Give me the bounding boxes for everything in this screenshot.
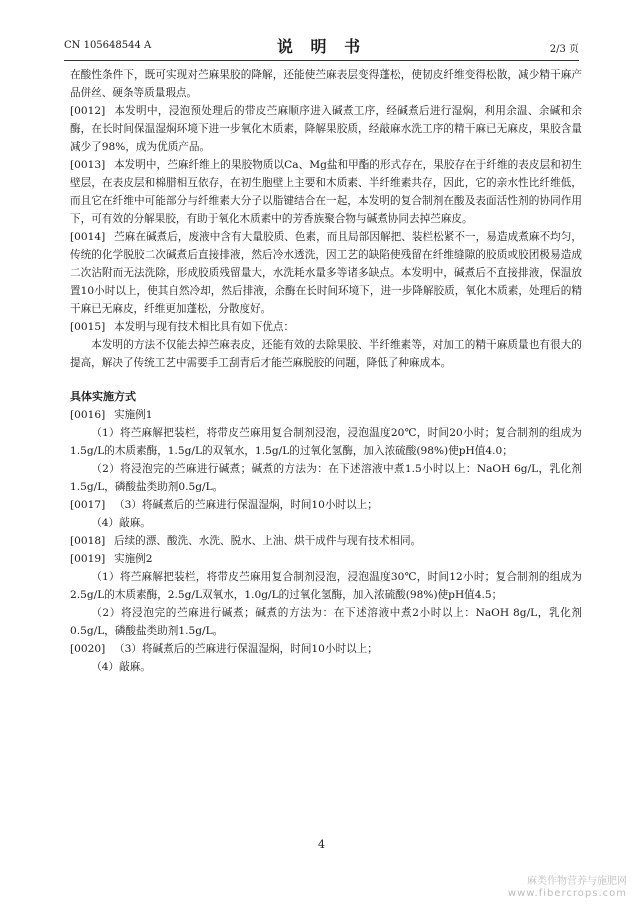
page-count: 2/3 页 — [549, 44, 579, 55]
document-body — [70, 66, 582, 676]
paragraph-text: 苎麻在碱煮后，废液中含有大量胶质、色素，而且局部因解把、装栏松紧不一，易造成煮麻不均匀，传统的化学脱胶二次碱煮后直接排液，然后冷水透洗，因工艺的缺陷使残留在纤维缝隙的胶质或胶团极易造成二次沾附而无法洗除，形成胶质残留量大，水洗耗水量多等诸多缺点。本发明中，碱煮后不直接排液，保温放置10小时以上，使其自然冷却，然后排液，余酶在长时间环境下，进一步降解胶质，氧化木质素，处理后的精干麻已无麻皮，纤维更加蓬松，分散度好。 — [70, 231, 582, 315]
paragraph-number: [0019] — [70, 553, 106, 565]
paragraph-0012 — [70, 102, 582, 156]
paragraph-continued — [70, 66, 582, 102]
paragraph-number: [0016] — [70, 409, 106, 421]
paragraph-text: 本发明与现有技术相比具有如下优点： — [114, 321, 295, 333]
header-divider — [64, 60, 579, 61]
watermark-url: www.fibercrops.com — [507, 888, 627, 899]
paragraph-number: [0014] — [70, 231, 106, 243]
paragraph-text: 本发明的方法不仅能去掉苎麻表皮，还能有效的去除果胶、半纤维素等，对加工的精干麻质量也有很大的提高，解决了传统工艺中需要手工刮青后才能苎麻脱胶的问题，降低了种麻成本。 — [70, 339, 582, 369]
paragraph-number: [0013] — [70, 159, 106, 171]
paragraph-advantages — [70, 336, 582, 372]
paragraph-0018 — [70, 532, 582, 550]
embodiment-step — [70, 424, 582, 460]
embodiment-step — [70, 604, 582, 640]
embodiment-step — [70, 514, 582, 532]
paragraph-text: 在酸性条件下，既可实现对苎麻果胶的降解，还能使苎麻表层变得蓬松，使韧皮纤维变得松散，减少精干麻产品併丝、硬条等质量瑕点。 — [70, 69, 582, 99]
paragraph-0016 — [70, 406, 582, 424]
section-heading: 具体实施方式 — [70, 390, 136, 403]
patent-number: CN 105648544 A — [64, 40, 152, 51]
paragraph-0013 — [70, 156, 582, 228]
paragraph-0015 — [70, 318, 582, 336]
paragraph-text: 后续的漂、酸洗、水洗、脱水、上油、烘干成件与现有技术相同。 — [114, 535, 422, 547]
document-title: 说 明 书 — [276, 37, 367, 56]
paragraph-text: （3）将碱煮后的苎麻进行保温湿焖，时间10小时以上； — [114, 643, 378, 655]
paragraph-text: （4）敲麻。 — [91, 517, 151, 529]
paragraph-text: （3）将碱煮后的苎麻进行保温湿焖，时间10小时以上； — [114, 499, 378, 511]
paragraph-number: [0017] — [70, 499, 106, 511]
paragraph-number: [0012] — [70, 105, 106, 117]
paragraph-0017 — [70, 496, 582, 514]
paragraph-0019 — [70, 550, 582, 568]
paragraph-text: （4）敲麻。 — [91, 661, 151, 673]
paragraph-text: 本发明中，苎麻纤维上的果胶物质以Ca、Mg盐和甲酯的形式存在，果胶存在于纤维的表皮层和初生壁层，在表皮层和棉腊相互依存，在初生胞壁上主要和木质素、半纤维素共存，因此，它的亲水性比纤维低，而且它在纤维中可能部分与纤维素大分子以脂键结合在一起，本发明的复合制剂在酸及表面活性剂的协同作用下，可有效的分解果胶，有助于氧化木质素中的芳香族聚合物与碱煮协同去掉苎麻皮。 — [70, 159, 582, 225]
embodiment-step — [70, 568, 582, 604]
paragraph-number: [0015] — [70, 321, 106, 333]
paragraph-text: 本发明中，浸泡预处理后的带皮苎麻顺序进入碱煮工序，经碱煮后进行湿焖，利用余温、余碱和余酶，在长时间保温湿焖环境下进一步氧化木质素，降解果胶质，经敲麻水洗工序的精干麻已无麻皮，果胶含量减少了98%，成为优质产品。 — [70, 105, 582, 153]
paragraph-text: （2）将浸泡完的苎麻进行碱煮；碱煮的方法为：在下述溶液中煮1.5小时以上：NaOH 6g/L，乳化剂1.5g/L，磷酸盐类助剂0.5g/L。 — [70, 463, 582, 493]
page-number: 4 — [318, 838, 325, 851]
embodiment-title: 实施例2 — [114, 553, 153, 565]
page-header — [64, 34, 579, 56]
paragraph-text: （1）将苎麻解把装栏，将带皮苎麻用复合制剂浸泡，浸泡温度30℃，时间12小时；复合制剂的组成为2.5g/L的木质素酶，2.5g/L双氧水，1.0g/L的过氧化氢酶，加入浓硫酸(98%)使pH值4.5； — [70, 571, 582, 601]
embodiment-title: 实施例1 — [114, 409, 153, 421]
site-watermark — [508, 876, 627, 900]
paragraph-text: （1）将苎麻解把装栏，将带皮苎麻用复合制剂浸泡，浸泡温度20℃，时间20小时；复合制剂的组成为1.5g/L的木质素酶，1.5g/L的双氧水，1.5g/L的过氧化氢酶，加入浓硫酸(98%)使pH值4.0； — [70, 427, 582, 457]
paragraph-text: （2）将浸泡完的苎麻进行碱煮；碱煮的方法为：在下述溶液中煮2小时以上：NaOH 8g/L，乳化剂0.5g/L，磷酸盐类助剂1.5g/L。 — [70, 607, 582, 637]
watermark-site-name: 麻类作物营养与施肥网 — [527, 876, 627, 887]
paragraph-number: [0018] — [70, 535, 106, 547]
paragraph-0014 — [70, 228, 582, 318]
paragraph-number: [0020] — [70, 643, 106, 655]
embodiment-step — [70, 460, 582, 496]
embodiment-step — [70, 658, 582, 676]
paragraph-0020 — [70, 640, 582, 658]
